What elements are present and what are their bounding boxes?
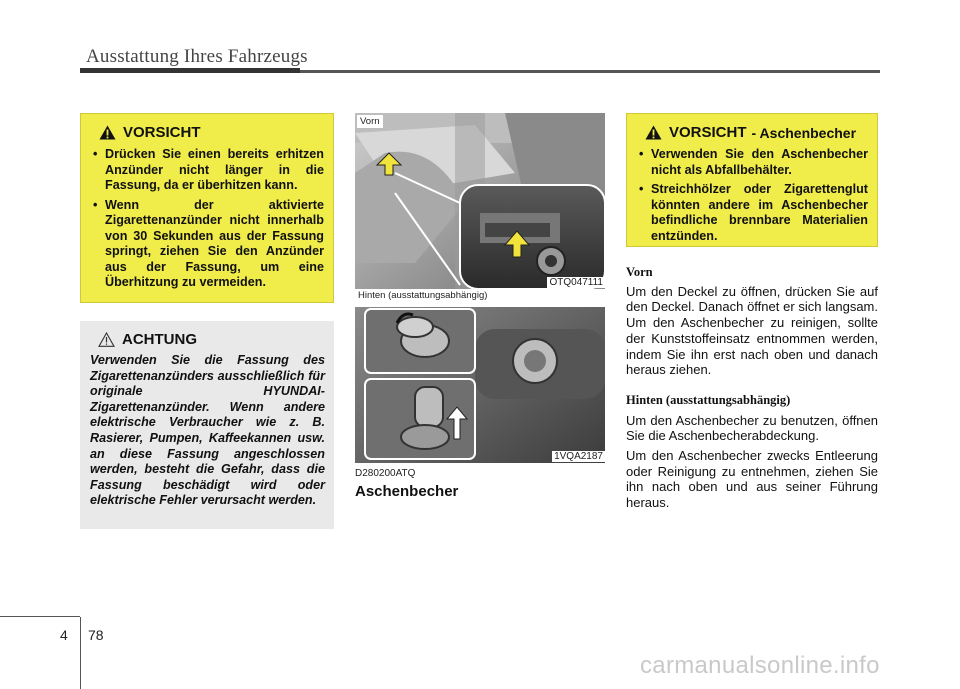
front-ashtray-illustration	[355, 113, 605, 289]
list-item: • Streichhölzer oder Zigarettenglut könnten andere im Aschenbecher befindliche brennbare Materialien entzünden.	[637, 182, 868, 244]
header-rule-accent	[80, 68, 300, 73]
paragraph-rear-2: Um den Aschenbecher zwecks Entleerung oder Reinigung zu entnehmen, ziehen Sie ihn nach oben und aus seiner Führung heraus.	[626, 448, 878, 511]
paragraph-front: Um den Deckel zu öffnen, drücken Sie auf den Deckel. Danach öffnet er sich langsam. Um den Aschenbecher zu reinigen, sollte der Kunststoffeinsatz entnommen werden, indem Sie ihn erst nach oben und danach heraus ziehen.	[626, 283, 878, 378]
watermark-text: carmanualsonline.info	[640, 652, 880, 679]
caution-box-left	[80, 113, 334, 303]
footer-rule-vertical	[80, 617, 81, 689]
achtung-title	[90, 331, 325, 348]
figure-code-rear: 1VQA2187	[554, 451, 603, 462]
chapter-number: 4	[60, 627, 68, 643]
right-text-column	[626, 265, 878, 511]
section-code: D280200ATQ	[355, 468, 416, 479]
footer-rule-horizontal	[0, 616, 80, 617]
figure-code-front: OTQ047111	[549, 277, 603, 288]
paragraph-rear-1: Um den Aschenbecher zu benutzen, öffnen Sie die Aschenbecherabdeckung.	[626, 412, 878, 444]
warning-triangle-outline-icon	[98, 332, 115, 347]
subheading-rear: Hinten (ausstattungsabhängig)	[626, 392, 791, 407]
caution-title-right	[637, 124, 868, 141]
achtung-title-text: ACHTUNG	[122, 331, 197, 348]
achtung-body: Verwenden Sie die Fassung des Zigarettenanzünders ausschließlich für originale HYUNDAI-Zigarettenanzünder. Wenn andere elektrische Verbraucher wie z. B. Rasierer, Pumpen, Kaffeekannen usw. an diese Fassung angeschlossen werden, besteht die Gefahr, dass die Fassung beschädigt wird oder elektrische Fehler verursacht werden.	[90, 353, 325, 508]
caution-subtitle-text: - Aschenbecher	[751, 124, 857, 141]
figure-label-front: Vorn	[357, 115, 383, 128]
page-header-title: Ausstattung Ihres Fahrzeugs	[86, 46, 308, 67]
note-box-achtung	[80, 321, 334, 529]
page-number: 78	[88, 627, 104, 643]
caution-list-left	[91, 147, 324, 291]
caution-title-text: VORSICHT	[669, 124, 747, 141]
warning-triangle-icon	[99, 125, 116, 140]
caution-title-text: VORSICHT	[123, 124, 201, 141]
rear-ashtray-illustration	[355, 289, 605, 463]
subheading-front: Vorn	[626, 265, 653, 279]
list-item: • Verwenden Sie den Aschenbecher nicht als Abfallbehälter.	[637, 147, 868, 178]
caution-box-right	[626, 113, 878, 247]
list-item: • Wenn der aktivierte Zigarettenanzünder nicht innerhalb von 30 Sekunden aus der Fassung springt, ziehen Sie den Anzünder aus der Fassung, um eine Überhitzung zu vermeiden.	[91, 198, 324, 291]
caution-title-left	[91, 124, 324, 141]
warning-triangle-icon	[645, 125, 662, 140]
figure-front-ashtray	[355, 113, 605, 289]
caution-list-right	[637, 147, 868, 244]
figure-label-rear: Hinten (ausstattungsabhängig)	[355, 289, 490, 302]
section-title: Aschenbecher	[355, 483, 459, 500]
figure-rear-ashtray	[355, 289, 605, 463]
list-item: • Drücken Sie einen bereits erhitzen Anzünder nicht länger in die Fassung, da er überhitzen kann.	[91, 147, 324, 194]
